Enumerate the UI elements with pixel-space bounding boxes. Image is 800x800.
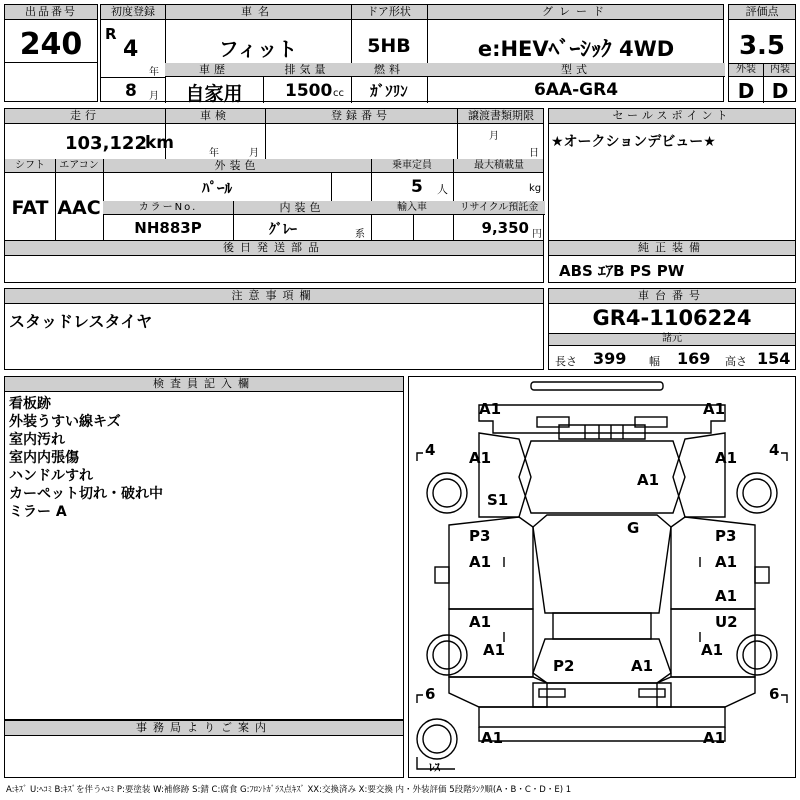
office-box (4, 720, 404, 778)
color-no: NH883P (134, 219, 202, 237)
mark-quarter-right: A1 (701, 641, 724, 659)
tire-rear-left: 6 (425, 685, 436, 703)
inspector-line: 室内内張傷 (9, 450, 79, 466)
inspector-line: カーペット切れ・破れ中 (9, 486, 163, 502)
int-color-unit: 系 (355, 229, 365, 240)
vehicle-info-box (100, 4, 724, 105)
first-reg-label: 初度登録 (111, 5, 155, 18)
year-unit: 年 (149, 67, 159, 78)
insp-month-unit: 月 (249, 148, 259, 159)
tire-front-right: 4 (769, 441, 780, 459)
height-label: 高さ (725, 355, 747, 368)
transfer-month-unit: 月 (489, 131, 499, 142)
lot-number-label: 出品番号 (5, 5, 97, 20)
width-label: 幅 (649, 355, 660, 368)
displacement: 1500 (285, 81, 333, 101)
displacement-unit: cc (333, 88, 344, 99)
int-color: ｸﾞﾚｰ (269, 222, 297, 238)
load-label: 最大積載量 (474, 160, 524, 171)
transfer-label: 譲渡書類期限 (468, 109, 534, 122)
mark-roof-a: A1 (631, 657, 654, 675)
car-diagram (409, 377, 795, 777)
month-unit: 月 (149, 91, 159, 102)
chassis-label: 車台番号 (549, 289, 795, 304)
dims-label: 諸元 (662, 333, 682, 344)
office-label: 事務局よりご案内 (5, 721, 403, 736)
shift: FAT (11, 197, 49, 219)
fuel: ｶﾞｿﾘﾝ (370, 82, 408, 100)
ext-color-label: 外装色 (214, 159, 260, 172)
spare-tire: ﾚｽ (429, 761, 440, 774)
inspector-notes (9, 395, 163, 521)
tire-front-left: 4 (425, 441, 436, 459)
mark-fender-right: A1 (715, 449, 738, 467)
exterior-label: 外装 (736, 64, 756, 75)
equipment-box (548, 240, 796, 283)
mark-glass: G (627, 519, 640, 537)
fuel-label: 燃料 (374, 63, 404, 76)
mark-rear-bumper-right: A1 (703, 729, 726, 747)
door-label: ドア形状 (367, 5, 411, 18)
load-unit: kg (529, 183, 542, 194)
ext-color: ﾊﾟｰﾙ (201, 179, 232, 197)
ac-label: エアコン (59, 160, 99, 171)
equipment-text: ABS ｴｱB PS PW (559, 262, 685, 280)
mark-roof-p: P2 (553, 657, 575, 675)
score-label: 評価点 (729, 5, 795, 20)
notes-text: スタッドレスタイヤ (9, 312, 153, 331)
inspector-label: 検査員記入欄 (5, 377, 403, 392)
mileage-label: 走行 (70, 109, 100, 122)
grade: e:HEVﾍﾞｰｼｯｸ 4WD (477, 37, 675, 61)
mark-front-door-left-a: A1 (469, 553, 492, 571)
inspector-line: 室内汚れ (9, 432, 65, 448)
recycle-unit: 円 (532, 229, 542, 240)
history-label: 車歴 (199, 63, 229, 76)
shift-label: シフト (15, 160, 45, 171)
capacity-label: 乗車定員 (392, 160, 432, 171)
mark-rear-door-left: A1 (469, 613, 492, 631)
car-name: フィット (218, 37, 298, 61)
exterior-grade: D (737, 79, 755, 103)
model-label: 型式 (561, 63, 591, 76)
mileage-unit: km (145, 133, 175, 153)
insp-year-unit: 年 (209, 148, 219, 159)
inspection-label: 車検 (200, 109, 230, 122)
mark-front-bumper-left: A1 (479, 400, 502, 418)
color-no-label: カラーNo. (138, 202, 198, 213)
mark-fender-left: A1 (469, 449, 492, 467)
sales-point-text: ★オークションデビュー★ (551, 134, 716, 150)
mark-rear-door-right-a: A1 (715, 587, 738, 605)
mark-front-door-left-p: P3 (469, 527, 491, 545)
int-color-label: 内装色 (279, 201, 325, 214)
notes-box (4, 288, 544, 370)
interior-grade: D (771, 79, 789, 103)
grade-label: グレード (542, 5, 610, 18)
lot-number: 240 (19, 27, 83, 62)
mark-front-door-right-a: A1 (715, 553, 738, 571)
model-code: 6AA-GR4 (533, 80, 619, 100)
lot-number-box (4, 4, 98, 102)
mark-front-door-right-p: P3 (715, 527, 737, 545)
reg-month: 8 (125, 81, 137, 101)
inspector-line: ミラー A (9, 504, 67, 520)
door-type: 5HB (367, 35, 411, 57)
mark-front-bumper-right: A1 (703, 400, 726, 418)
tire-rear-right: 6 (769, 685, 780, 703)
chassis-box (548, 288, 796, 370)
mark-bonnet: A1 (637, 471, 660, 489)
recycle-label: リサイクル預託金 (459, 202, 539, 213)
score-box (728, 4, 796, 102)
sales-point-box (548, 108, 796, 242)
mileage: 103,122 (65, 133, 147, 154)
length: 399 (593, 349, 627, 368)
sales-point-label: セールスポイント (549, 109, 795, 124)
chassis-number: GR4-1106224 (592, 306, 752, 330)
vehicle-history: 自家用 (185, 83, 243, 105)
later-parts-label: 後日発送部品 (5, 241, 543, 256)
damage-diagram-box (408, 376, 796, 778)
later-parts-box (4, 240, 544, 283)
mark-quarter-left: A1 (483, 641, 506, 659)
inspector-box (4, 376, 404, 720)
car-name-label: 車名 (241, 5, 275, 18)
equipment-label: 純正装備 (549, 241, 795, 256)
mark-rear-bumper-left: A1 (481, 729, 504, 747)
width: 169 (677, 349, 711, 368)
air-conditioner: AAC (57, 197, 101, 219)
mark-s1: S1 (487, 491, 509, 509)
capacity-unit: 人 (437, 183, 448, 196)
inspector-line: 外装うすい線キズ (9, 414, 121, 430)
legend: A:ｷｽﾞ U:ﾍｺﾐ B:ｷｽﾞを伴うﾍｺﾐ P:要塗装 W:補修跡 S:錆 C:腐食 G:ﾌﾛﾝﾄｶﾞﾗｽ点ｷｽﾞ XX:交換済み X:要交換 内・外装評価 5段階ﾗﾝｸ順(A・B・C・D・E) 1 (6, 785, 572, 795)
reg-no-label: 登録番号 (331, 109, 391, 122)
capacity: 5 (411, 177, 423, 197)
inspector-line: ハンドルすれ (9, 468, 93, 484)
era: R (105, 25, 117, 43)
height: 154 (757, 349, 791, 368)
displacement-label: 排気量 (284, 63, 330, 76)
transfer-day-unit: 日 (529, 148, 539, 159)
mark-rear-door-right-u: U2 (715, 613, 738, 631)
interior-label: 内装 (770, 64, 790, 75)
overall-score: 3.5 (738, 31, 786, 61)
reg-year: 4 (123, 37, 139, 62)
details-box (4, 108, 544, 242)
recycle-amount: 9,350 (481, 219, 529, 237)
inspector-line: 看板跡 (9, 396, 51, 412)
import-label: 輸入車 (397, 202, 427, 213)
notes-label: 注意事項欄 (5, 289, 543, 304)
length-label: 長さ (555, 355, 577, 368)
